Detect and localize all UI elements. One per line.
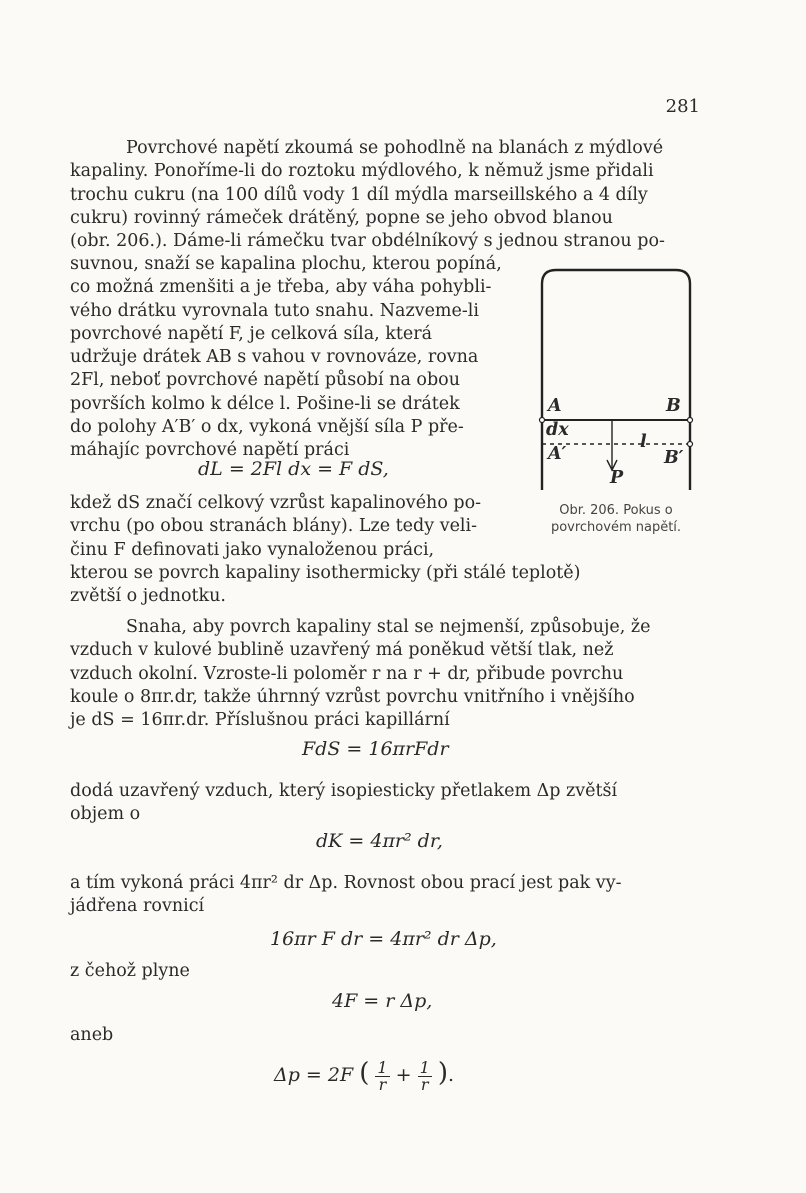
label-l: l — [640, 432, 647, 452]
fraction-1 — [375, 1057, 389, 1094]
text-line: co možná zmenšiti a je třeba, aby váha pohybli- — [70, 277, 492, 298]
text-line: povrchové napětí F, je celková síla, která — [70, 323, 433, 344]
paren-close: ) — [437, 1058, 448, 1088]
final-left: Δp = 2F — [274, 1064, 354, 1086]
text-line: Snaha, aby povrch kapaliny stal se nejmenší, způsobuje, že — [126, 617, 651, 637]
text-line: máhajíc povrchové napětí práci — [70, 440, 350, 461]
plus-sign: + — [395, 1064, 412, 1086]
text-line: a tím vykoná práci 4πr² dr Δp. Rovnost obou prací jest pak vy- — [70, 873, 622, 893]
text-line: činu F definovati jako vynaloženou práci, — [70, 539, 435, 560]
text-line: kdež dS značí celkový vzrůst kapalinového po- — [70, 493, 482, 513]
paragraph-4 — [70, 780, 694, 827]
formula-equal: 16πr F dr = 4πr² dr Δp, — [270, 928, 497, 950]
z-cehoz-plyne: z čehož plyne — [70, 961, 190, 981]
caption-line: povrchovém napětí. — [550, 520, 682, 535]
paragraph-5 — [70, 872, 694, 919]
label-b-prime: B′ — [664, 448, 684, 468]
text-line: je dS = 16πr.dr. Příslušnou práci kapillární — [70, 710, 450, 731]
figure-206 — [536, 262, 698, 492]
text-line: 2Fl, neboť povrchové napětí působí na obou — [70, 370, 460, 391]
text-line: površích kolmo k délce l. Pošine-li se drátek — [70, 393, 460, 414]
paragraph-2-narrow — [70, 492, 514, 562]
final-period: . — [448, 1064, 455, 1086]
text-line: (obr. 206.). Dáme-li rámečku tvar obdélníkový s jednou stranou po- — [70, 231, 665, 252]
text-line: Povrchové napětí zkoumá se pohodlně na blanách z mýdlové — [126, 138, 664, 158]
label-a-prime: A′ — [548, 444, 567, 464]
frac-den: r — [420, 1074, 429, 1094]
text-line: kterou se povrch kapaliny isothermicky (při stálé teplotě) — [70, 563, 581, 583]
formula-dk: dK = 4πr² dr, — [316, 830, 443, 852]
fraction-2 — [418, 1057, 432, 1094]
text-line: vrchu (po obou stranách blány). Lze tedy veli- — [70, 516, 478, 537]
frac-den: r — [378, 1074, 387, 1094]
text-line: dodá uzavřený vzduch, který isopiesticky přetlakem Δp zvětší — [70, 781, 618, 801]
text-line: vého drátku vyrovnala tuto snahu. Nazveme-li — [70, 300, 479, 321]
formula-fds: FdS = 16πrFdr — [302, 738, 449, 760]
text-line: objem o — [70, 804, 141, 825]
text-line: jádřena rovnicí — [70, 896, 205, 917]
text-line: trochu cukru (na 100 dílů vody 1 díl mýdla marseillského a 4 díly — [70, 184, 648, 205]
text-line: kapaliny. Ponoříme-li do roztoku mýdlového, k němuž jsme přidali — [70, 161, 654, 182]
text-line: vzduch okolní. Vzroste-li poloměr r na r + dr, přibude povrchu — [70, 663, 624, 684]
frac-num: 1 — [419, 1057, 430, 1077]
paragraph-1-narrow — [70, 253, 514, 463]
label-p: P — [610, 468, 624, 488]
text-line: cukru) rovinný rámeček drátěný, popne se jeho obvod blanou — [70, 207, 613, 228]
page-number: 281 — [665, 96, 700, 117]
label-dx: dx — [546, 420, 569, 440]
formula-final — [274, 1058, 454, 1093]
paren-open: ( — [359, 1058, 370, 1088]
text-line: vzduch v kulové bublině uzavřený má poněkud větší tlak, než — [70, 640, 614, 661]
caption-line: Obr. 206. Pokus o — [559, 503, 673, 518]
text-line: do polohy A′B′ o dx, vykoná vnější síla P pře- — [70, 417, 464, 438]
paragraph-2-full — [70, 562, 694, 609]
paragraph-3 — [70, 616, 694, 732]
frac-num: 1 — [377, 1057, 388, 1077]
label-a: A — [548, 396, 562, 416]
text-line: udržuje drátek AB s vahou v rovnováze, rovna — [70, 347, 479, 368]
figure-caption — [530, 502, 702, 536]
formula-work: dL = 2Fl dx = F dS, — [198, 458, 389, 480]
text-line: zvětší o jednotku. — [70, 586, 226, 607]
label-b: B — [666, 396, 681, 416]
text-line: koule o 8πr.dr, takže úhrnný vzrůst povrchu vnitřního i vnějšího — [70, 686, 635, 707]
aneb: aneb — [70, 1025, 114, 1045]
paragraph-1-full — [70, 137, 694, 253]
formula-4f: 4F = r Δp, — [332, 990, 433, 1012]
text-line: suvnou, snaží se kapalina plochu, kterou popíná, — [70, 254, 502, 274]
